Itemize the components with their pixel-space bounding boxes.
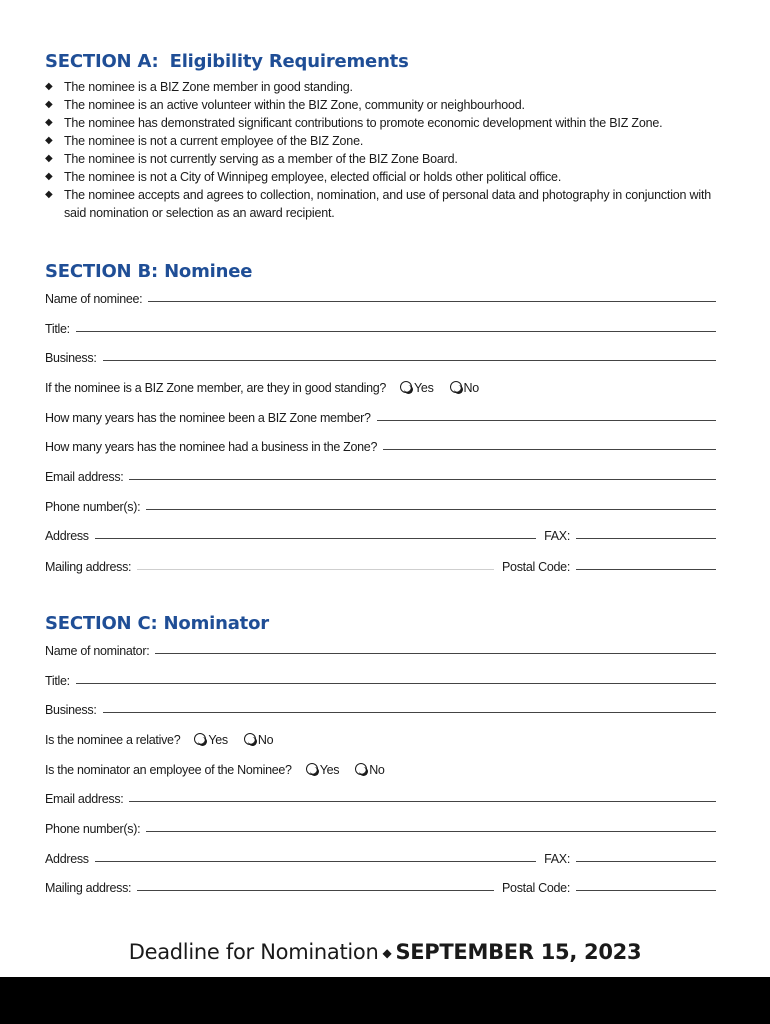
nominee-address-row <box>45 525 716 543</box>
nominee-postal-label: Postal Code: <box>502 560 570 574</box>
nominee-phone-label: Phone number(s): <box>45 500 141 514</box>
nominee-mailing-row <box>45 556 716 574</box>
employee-no-option[interactable]: No <box>355 763 384 777</box>
deadline-label: Deadline for Nomination <box>128 940 379 964</box>
employee-yes-option[interactable]: Yes <box>306 763 340 777</box>
deadline-banner <box>0 940 770 964</box>
years-member-label: How many years has the nominee been a BIZ Zone member? <box>45 411 371 425</box>
nominator-title-input[interactable] <box>76 683 716 684</box>
list-item: ◆ The nominee is not a current employee of the BIZ Zone. <box>45 134 364 148</box>
nominator-fax-label: FAX: <box>544 852 570 866</box>
section-a-title <box>45 51 409 72</box>
list-item: ◆ The nominee is not a City of Winnipeg employee, elected official or holds other political office. <box>45 170 562 184</box>
nominee-name-label: Name of nominee: <box>45 292 143 306</box>
section-c-title: SECTION C: Nominator <box>45 613 269 634</box>
nominee-email-field <box>45 466 716 484</box>
nominator-address-row <box>45 848 716 866</box>
years-member-input[interactable] <box>377 420 716 421</box>
nominee-business-input[interactable] <box>103 360 717 361</box>
nominee-fax-input[interactable] <box>576 538 716 539</box>
nominator-email-input[interactable] <box>129 801 716 802</box>
nominator-name-label: Name of nominator: <box>45 644 150 658</box>
diamond-bullet-icon: ◆ <box>45 189 53 200</box>
good-standing-yes-option[interactable]: Yes <box>400 381 434 395</box>
radio-circle-icon <box>244 733 256 745</box>
nominator-phone-field <box>45 818 716 836</box>
list-item: ◆ The nominee is not currently serving as a member of the BIZ Zone Board. <box>45 152 458 166</box>
section-a-heading: Eligibility Requirements <box>169 51 409 72</box>
diamond-bullet-icon: ◆ <box>45 99 53 110</box>
nominee-business-label: Business: <box>45 351 97 365</box>
radio-circle-icon <box>450 381 462 393</box>
nominee-fax-label: FAX: <box>544 529 570 543</box>
nominator-name-input[interactable] <box>155 653 716 654</box>
radio-circle-icon <box>194 733 206 745</box>
nominator-email-field <box>45 788 716 806</box>
list-item: ◆ The nominee accepts and agrees to collection, nomination, and use of personal data and photography in conjunction with said nomination or selection as an award recipient. <box>45 188 711 220</box>
years-member-field <box>45 407 716 425</box>
nominee-title-input[interactable] <box>76 331 716 332</box>
nominator-postal-input[interactable] <box>576 890 716 891</box>
relative-question-label: Is the nominee a relative? <box>45 733 181 747</box>
eligibility-requirements-list <box>45 78 735 222</box>
radio-circle-icon <box>400 381 412 393</box>
nominator-mailing-input[interactable] <box>137 890 494 891</box>
diamond-bullet-icon: ◆ <box>45 153 53 164</box>
relative-no-option[interactable]: No <box>244 733 273 747</box>
good-standing-label: If the nominee is a BIZ Zone member, are they in good standing? <box>45 381 387 395</box>
nominator-phone-input[interactable] <box>146 831 716 832</box>
nominator-business-input[interactable] <box>103 712 717 713</box>
nominee-email-input[interactable] <box>129 479 716 480</box>
nominator-phone-label: Phone number(s): <box>45 822 141 836</box>
nominator-postal-label: Postal Code: <box>502 881 570 895</box>
footer-bar <box>0 977 770 1024</box>
section-b-title: SECTION B: Nominee <box>45 261 253 282</box>
nominator-email-label: Email address: <box>45 792 124 806</box>
nominee-address-label: Address <box>45 529 89 543</box>
good-standing-question <box>45 377 479 395</box>
nominator-mailing-row <box>45 877 716 895</box>
nominee-mailing-input[interactable] <box>137 569 494 570</box>
nominator-title-field <box>45 670 716 688</box>
relative-yes-option[interactable]: Yes <box>194 733 228 747</box>
diamond-bullet-icon: ◆ <box>45 81 53 92</box>
nominator-name-field <box>45 640 716 658</box>
years-business-label: How many years has the nominee had a business in the Zone? <box>45 440 378 454</box>
nominee-name-input[interactable] <box>148 301 716 302</box>
diamond-bullet-icon: ◆ <box>45 171 53 182</box>
nominee-title-field <box>45 318 716 336</box>
diamond-bullet-icon: ◆ <box>45 135 53 146</box>
nominee-phone-field <box>45 496 716 514</box>
nominee-postal-input[interactable] <box>576 569 716 570</box>
nominator-business-field <box>45 699 716 717</box>
nominator-address-input[interactable] <box>95 861 536 862</box>
list-item: ◆ The nominee is an active volunteer within the BIZ Zone, community or neighbourhood. <box>45 98 525 112</box>
good-standing-no-option[interactable]: No <box>450 381 479 395</box>
section-a-prefix: SECTION A: <box>45 51 159 72</box>
nominator-business-label: Business: <box>45 703 97 717</box>
nominee-mailing-label: Mailing address: <box>45 560 132 574</box>
list-item: ◆ The nominee has demonstrated significant contributions to promote economic development within the BIZ Zone. <box>45 116 663 130</box>
diamond-bullet-icon: ◆ <box>45 117 53 128</box>
list-item: ◆ The nominee is a BIZ Zone member in good standing. <box>45 80 353 94</box>
nominee-title-label: Title: <box>45 322 70 336</box>
radio-circle-icon <box>355 763 367 775</box>
relative-question <box>45 729 273 747</box>
employee-question-label: Is the nominator an employee of the Nominee? <box>45 763 292 777</box>
nominee-address-input[interactable] <box>95 538 536 539</box>
nominee-phone-input[interactable] <box>146 509 716 510</box>
years-business-field <box>45 436 716 454</box>
radio-circle-icon <box>306 763 318 775</box>
years-business-input[interactable] <box>383 449 716 450</box>
diamond-separator-icon: ◆ <box>382 946 392 960</box>
nominee-name-field <box>45 288 716 306</box>
employee-question <box>45 759 385 777</box>
nominee-business-field <box>45 347 716 365</box>
deadline-date: SEPTEMBER 15, 2023 <box>395 940 642 964</box>
nominee-email-label: Email address: <box>45 470 124 484</box>
nominator-address-label: Address <box>45 852 89 866</box>
nominator-mailing-label: Mailing address: <box>45 881 132 895</box>
nominator-title-label: Title: <box>45 674 70 688</box>
nominator-fax-input[interactable] <box>576 861 716 862</box>
